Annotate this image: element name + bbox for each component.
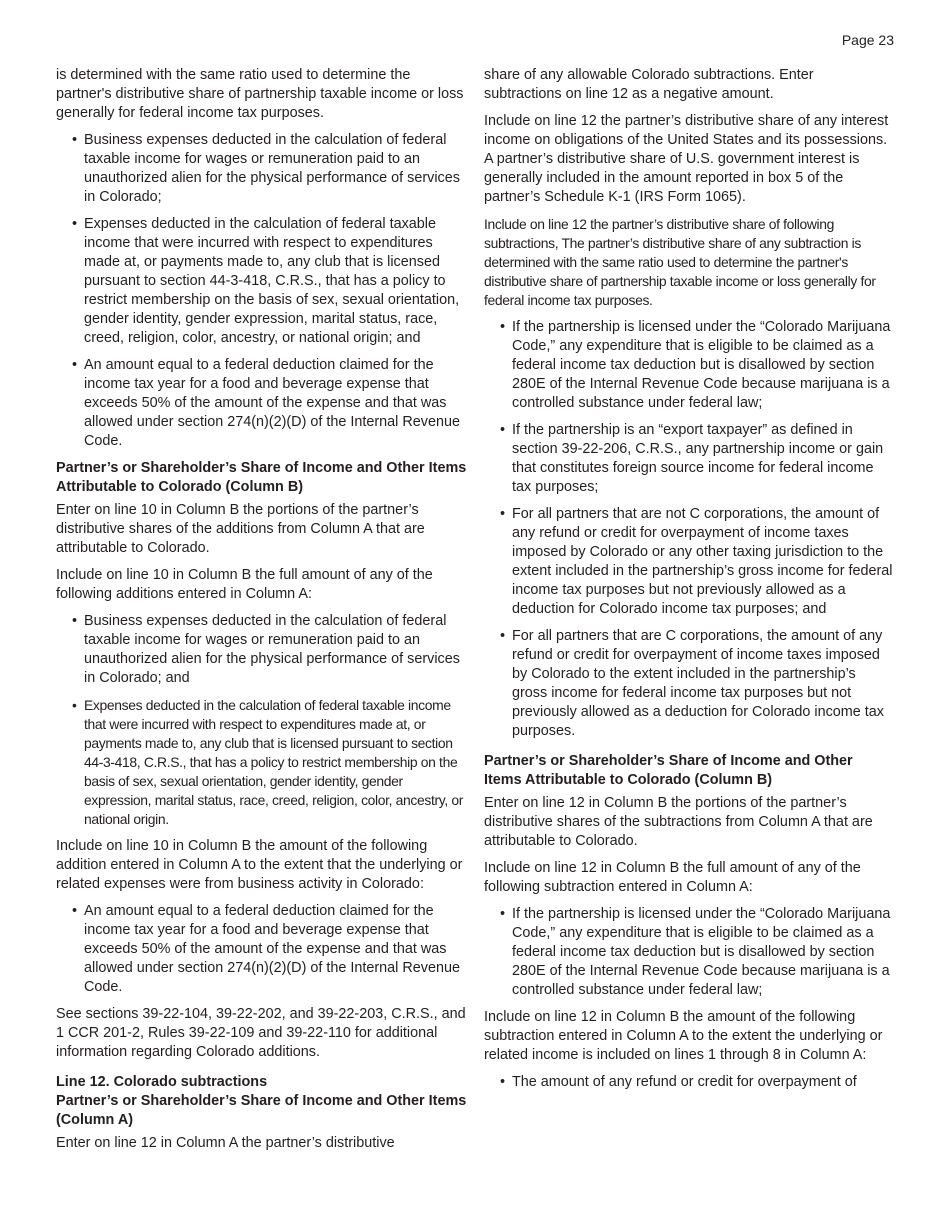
- paragraph: share of any allowable Colorado subtractions. Enter subtractions on line 12 as a negative amount.: [484, 67, 814, 102]
- list-item: • The amount of any refund or credit for overpayment of: [484, 1073, 894, 1092]
- subtractions-list: [484, 318, 894, 741]
- column-b-subtractions-list: [484, 905, 894, 1000]
- paragraph: Include on line 12 in Column B the full amount of any of the following subtraction entered in Column A:: [484, 860, 861, 895]
- paragraph: Include on line 12 the partner’s distributive share of following subtractions, The partner’s distributive share of any subtraction is determined with the same ratio used to determine the partner's distributive share of partnership taxable income or loss generally for federal income tax purposes.: [484, 216, 876, 308]
- section-heading-column-b: Partner’s or Shareholder’s Share of Income and Other Items Attributable to Colorado (Column B): [56, 460, 467, 495]
- paragraph: Include on line 12 the partner’s distributive share of any interest income on obligations of the United States and its possessions. A partner’s distributive share of U.S. government interest is generally included in the amount reported in box 5 of the partner’s Schedule K-1 (IRS Form 1065).: [484, 113, 889, 205]
- list-item: • For all partners that are not C corporations, the amount of any refund or credit for overpayment of income taxes imposed by Colorado or any other taxing jurisdiction to the extent included in the partnership’s gross income for federal income tax purposes but not previously allowed as a deduction for Colorado income tax purposes; and: [484, 505, 894, 619]
- paragraph: Include on line 10 in Column B the amount of the following addition entered in Column A to the extent that the underlying or related expenses were from business activity in Colorado:: [56, 838, 463, 892]
- column-b-additions-list: [56, 612, 468, 829]
- list-item: • If the partnership is licensed under the “Colorado Marijuana Code,” any expenditure that is eligible to be claimed as a federal income tax deduction but is disallowed by section 280E of the Internal Revenue Code because marijuana is a controlled substance under federal law;: [484, 905, 894, 1000]
- right-column: [484, 66, 894, 1100]
- list-item: • Business expenses deducted in the calculation of federal taxable income for wages or remuneration paid to an unauthorized alien for the physical performance of services in Colorado;: [56, 131, 468, 207]
- list-item: • An amount equal to a federal deduction claimed for the income tax year for a food and beverage expense that exceeds 50% of the amount of the expense and that was allowed under section 274(n)(2)(D) of the Internal Revenue Code.: [56, 902, 468, 997]
- list-item: • If the partnership is licensed under the “Colorado Marijuana Code,” any expenditure that is eligible to be claimed as a federal income tax deduction but is disallowed by section 280E of the Internal Revenue Code because marijuana is a controlled substance under federal law;: [484, 318, 894, 413]
- paragraph: Enter on line 10 in Column B the portions of the partner’s distributive shares of the additions from Column A that are attributable to Colorado.: [56, 502, 425, 556]
- paragraph: Include on line 12 in Column B the amount of the following subtraction entered in Column A to the extent the underlying or related income is included on lines 1 through 8 in Column A:: [484, 1009, 883, 1063]
- intro-paragraph: is determined with the same ratio used to determine the partner's distributive share of partnership taxable income or loss generally for federal income tax purposes.: [56, 67, 464, 121]
- left-column: [56, 66, 468, 1161]
- paragraph: Include on line 10 in Column B the full amount of any of the following additions entered in Column A:: [56, 567, 433, 602]
- additions-list: [56, 131, 468, 451]
- section-heading-column-b: Partner’s or Shareholder’s Share of Income and Other Items Attributable to Colorado (Column B): [484, 753, 853, 788]
- see-sections-paragraph: See sections 39-22-104, 39-22-202, and 39-22-203, C.R.S., and 1 CCR 201-2, Rules 39-22-109 and 39-22-110 for additional information regarding Colorado additions.: [56, 1006, 466, 1060]
- line-12-subheading: Partner’s or Shareholder’s Share of Income and Other Items (Column A): [56, 1093, 467, 1128]
- business-activity-list: [56, 902, 468, 997]
- paragraph: Enter on line 12 in Column B the portions of the partner’s distributive shares of the subtractions from Column A that are attributable to Colorado.: [484, 795, 873, 849]
- line-12-heading: Line 12. Colorado subtractions: [56, 1074, 268, 1090]
- paragraph: Enter on line 12 in Column A the partner’s distributive: [56, 1135, 395, 1151]
- list-item: • Expenses deducted in the calculation of federal taxable income that were incurred with respect to expenditures made at, or payments made to, any club that is licensed pursuant to section 44-3-418, C.R.S., that has a policy to restrict membership on the basis of sex, sexual orientation, gender identity, gender expression, marital status, race, creed, religion, color, ancestry, or national origin; and: [56, 215, 468, 348]
- list-item: • Expenses deducted in the calculation of federal taxable income that were incurred with respect to expenditures made at, or payments made to, any club that is licensed pursuant to section 44-3-418, C.R.S., that has a policy to restrict membership on the basis of sex, sexual orientation, gender identity, gender expression, marital status, race, creed, religion, color, ancestry, or national origin.: [56, 696, 468, 829]
- refund-list: [484, 1073, 894, 1092]
- page-number: Page 23: [841, 32, 894, 48]
- list-item: • If the partnership is an “export taxpayer” as defined in section 39-22-206, C.R.S., any partnership income or gain that constitutes foreign source income for federal income tax purposes;: [484, 421, 894, 497]
- list-item: • Business expenses deducted in the calculation of federal taxable income for wages or remuneration paid to an unauthorized alien for the physical performance of services in Colorado; and: [56, 612, 468, 688]
- list-item: • For all partners that are C corporations, the amount of any refund or credit for overpayment of income taxes imposed by Colorado to the extent included in the partnership’s gross income for federal income tax purposes but not previously allowed as a deduction for Colorado income tax purposes.: [484, 627, 894, 741]
- list-item: • An amount equal to a federal deduction claimed for the income tax year for a food and beverage expense that exceeds 50% of the amount of the expense and that was allowed under section 274(n)(2)(D) of the Internal Revenue Code.: [56, 356, 468, 451]
